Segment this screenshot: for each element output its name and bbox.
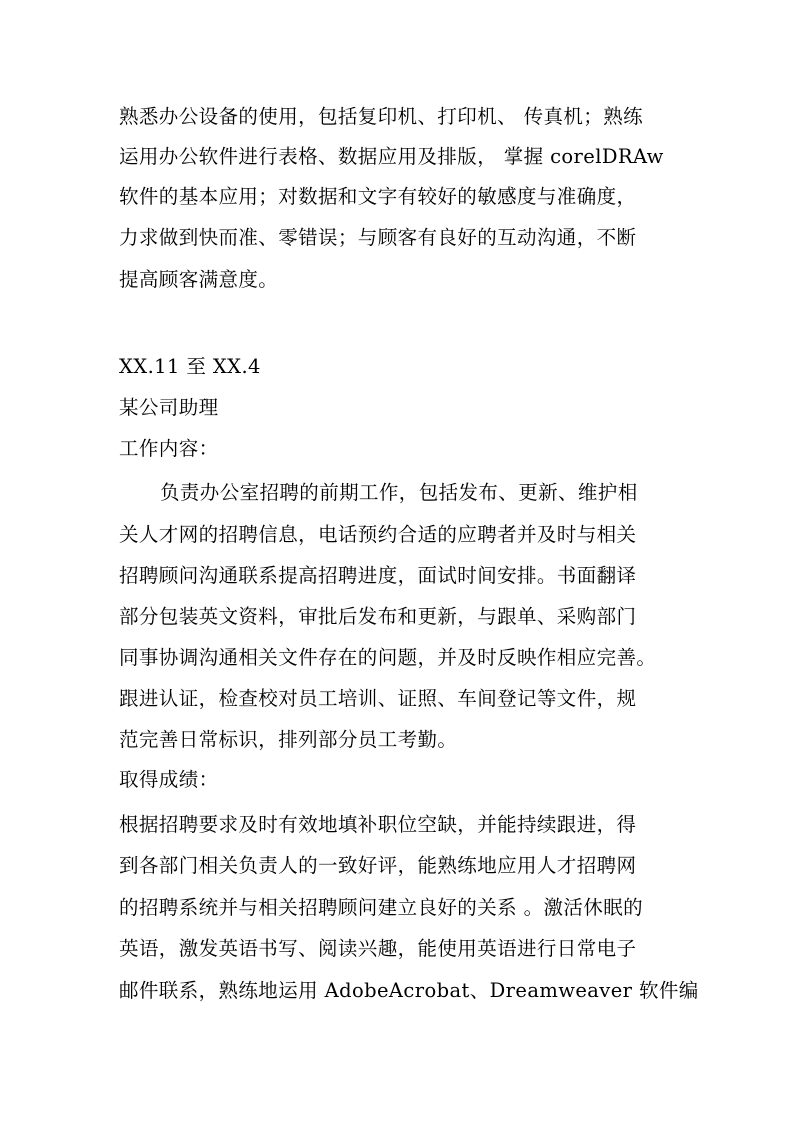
- achievement-label: 取得成绩：: [119, 768, 219, 791]
- body-text-line: 力求做到快而准、零错误；与顾客有良好的互动沟通，不断: [119, 226, 637, 249]
- job-period: XX.11 至 XX.4: [119, 355, 261, 378]
- content-line: 负责办公室招聘的前期工作，包括发布、更新、维护相: [160, 481, 638, 504]
- achievement-line: 的招聘系统并与相关招聘顾问建立良好的关系 。激活休眠的: [119, 896, 643, 919]
- content-line: 跟进认证，检查校对员工培训、证照、车间登记等文件，规: [119, 687, 637, 710]
- achievement-line: 邮件联系，熟练地运用 AdobeAcrobat、Dreamweaver 软件编: [119, 979, 699, 1002]
- content-label: 工作内容：: [119, 437, 219, 460]
- content-line: 部分包装英文资料，审批后发布和更新，与跟单、采购部门: [119, 605, 637, 628]
- content-line: 范完善日常标识，排列部分员工考勤。: [119, 728, 458, 751]
- job-title: 某公司助理: [119, 396, 219, 419]
- body-text-line: 运用办公软件进行表格、数据应用及排版， 掌握 corelDRAw: [119, 145, 664, 168]
- body-text-line: 提高顾客满意度。: [119, 268, 279, 291]
- body-text-line: 熟悉办公设备的使用，包括复印机、打印机、 传真机；熟练: [119, 105, 643, 128]
- body-text-line: 软件的基本应用；对数据和文字有较好的敏感度与准确度，: [119, 185, 637, 208]
- content-line: 同事协调沟通相关文件存在的问题，并及时反映作相应完善。: [119, 646, 657, 669]
- achievement-line: 根据招聘要求及时有效地填补职位空缺，并能持续跟进，得: [119, 813, 637, 836]
- achievement-line: 英语，激发英语书写、阅读兴趣，能使用英语进行日常电子: [119, 937, 637, 960]
- achievement-line: 到各部门相关负责人的一致好评，能熟练地应用人才招聘网: [119, 854, 637, 877]
- content-line: 关人才网的招聘信息，电话预约合适的应聘者并及时与相关: [119, 523, 637, 546]
- content-line: 招聘顾问沟通联系提高招聘进度，面试时间安排。书面翻译: [119, 564, 637, 587]
